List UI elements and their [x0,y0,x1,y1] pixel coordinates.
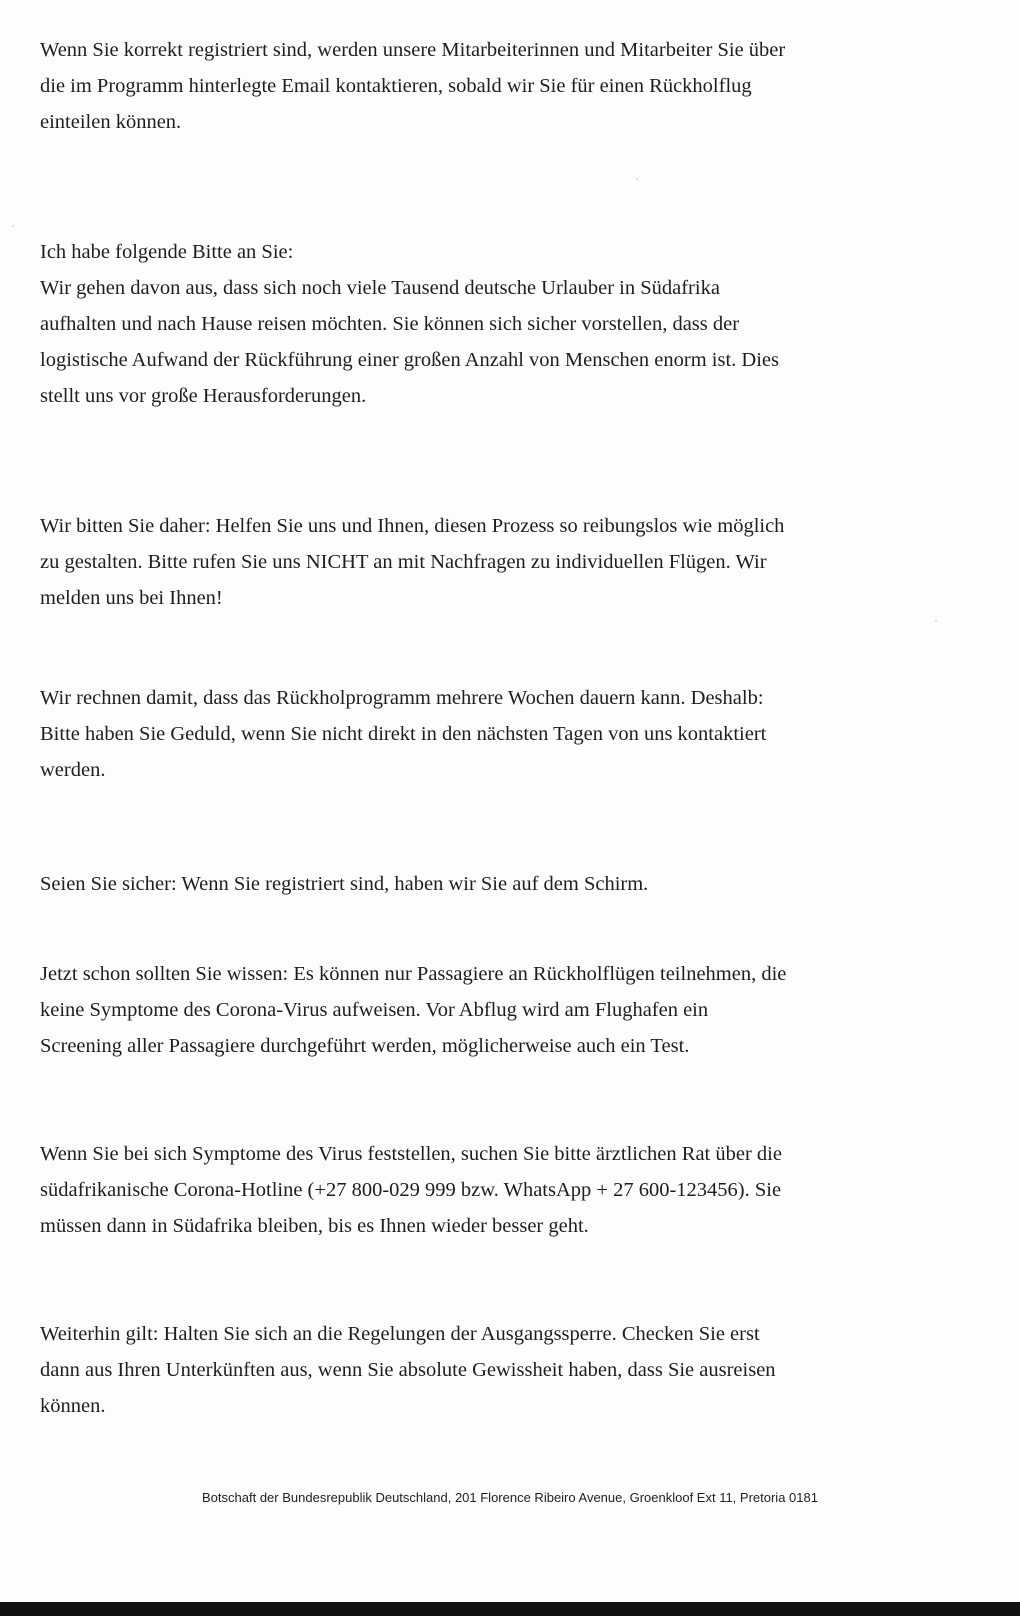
scan-bottom-edge [0,1602,1020,1616]
paragraph-hotline [40,1136,1000,1244]
paragraph-line: aufhalten und nach Hause reisen möchten. Sie können sich sicher vorstellen, dass der [40,313,740,335]
paragraph-line: Jetzt schon sollten Sie wissen: Es können nur Passagiere an Rückholflügen teilnehmen, die [40,963,787,985]
paragraph-line: Seien Sie sicher: Wenn Sie registriert sind, haben wir Sie auf dem Schirm. [40,873,649,895]
paragraph-line: Wenn Sie bei sich Symptome des Virus feststellen, suchen Sie bitte ärztlichen Rat über die [40,1143,782,1165]
paragraph-line: Wir gehen davon aus, dass sich noch viele Tausend deutsche Urlauber in Südafrika [40,277,720,299]
embassy-address-footer: Botschaft der Bundesrepublik Deutschland, 201 Florence Ribeiro Avenue, Groenkloof Ext 11, Pretoria 0181 [202,1490,818,1505]
paragraph-line: müssen dann in Südafrika bleiben, bis es Ihnen wieder besser geht. [40,1215,589,1237]
paragraph-line: Screening aller Passagiere durchgeführt werden, möglicherweise auch ein Test. [40,1035,690,1057]
paragraph-line: südafrikanische Corona-Hotline (+27 800-029 999 bzw. WhatsApp + 27 600-123456). Sie [40,1179,782,1201]
paragraph-line: logistische Aufwand der Rückführung einer großen Anzahl von Menschen enorm ist. Dies [40,349,779,371]
paragraph-line: Ich habe folgende Bitte an Sie: [40,241,294,263]
paragraph-line: einteilen können. [40,111,182,133]
paragraph-line: Bitte haben Sie Geduld, wenn Sie nicht direkt in den nächsten Tagen von uns kontaktiert [40,723,767,745]
paragraph-line: Weiterhin gilt: Halten Sie sich an die Regelungen der Ausgangssperre. Checken Sie erst [40,1323,760,1345]
paragraph-line: die im Programm hinterlegte Email kontaktieren, sobald wir Sie für einen Rückholflug [40,75,752,97]
scan-speck [636,178,638,180]
paragraph-line: keine Symptome des Corona-Virus aufweisen. Vor Abflug wird am Flughafen ein [40,999,709,1021]
paragraph-line: werden. [40,759,106,781]
paragraph-symptoms-requirement [40,956,1000,1064]
paragraph-no-calls [40,508,1000,616]
paragraph-line: können. [40,1395,106,1417]
paragraph-line: melden uns bei Ihnen! [40,587,223,609]
paragraph-line: Wenn Sie korrekt registriert sind, werden unsere Mitarbeiterinnen und Mitarbeiter Sie über [40,39,786,61]
paragraph-registration [40,32,1000,140]
paragraph-assurance [40,866,1000,902]
scan-speck [12,225,14,227]
paragraph-duration [40,680,1000,788]
paragraph-curfew [40,1316,1000,1424]
paragraph-line: Wir bitten Sie daher: Helfen Sie uns und Ihnen, diesen Prozess so reibungslos wie möglich [40,515,785,537]
paragraph-line: dann aus Ihren Unterkünften aus, wenn Sie absolute Gewissheit haben, dass Sie ausreisen [40,1359,776,1381]
paragraph-line: zu gestalten. Bitte rufen Sie uns NICHT an mit Nachfragen zu individuellen Flügen. Wir [40,551,767,573]
paragraph-request [40,234,1000,414]
paragraph-line: Wir rechnen damit, dass das Rückholprogramm mehrere Wochen dauern kann. Deshalb: [40,687,764,709]
paragraph-line: stellt uns vor große Herausforderungen. [40,385,367,407]
scan-speck [935,620,937,622]
